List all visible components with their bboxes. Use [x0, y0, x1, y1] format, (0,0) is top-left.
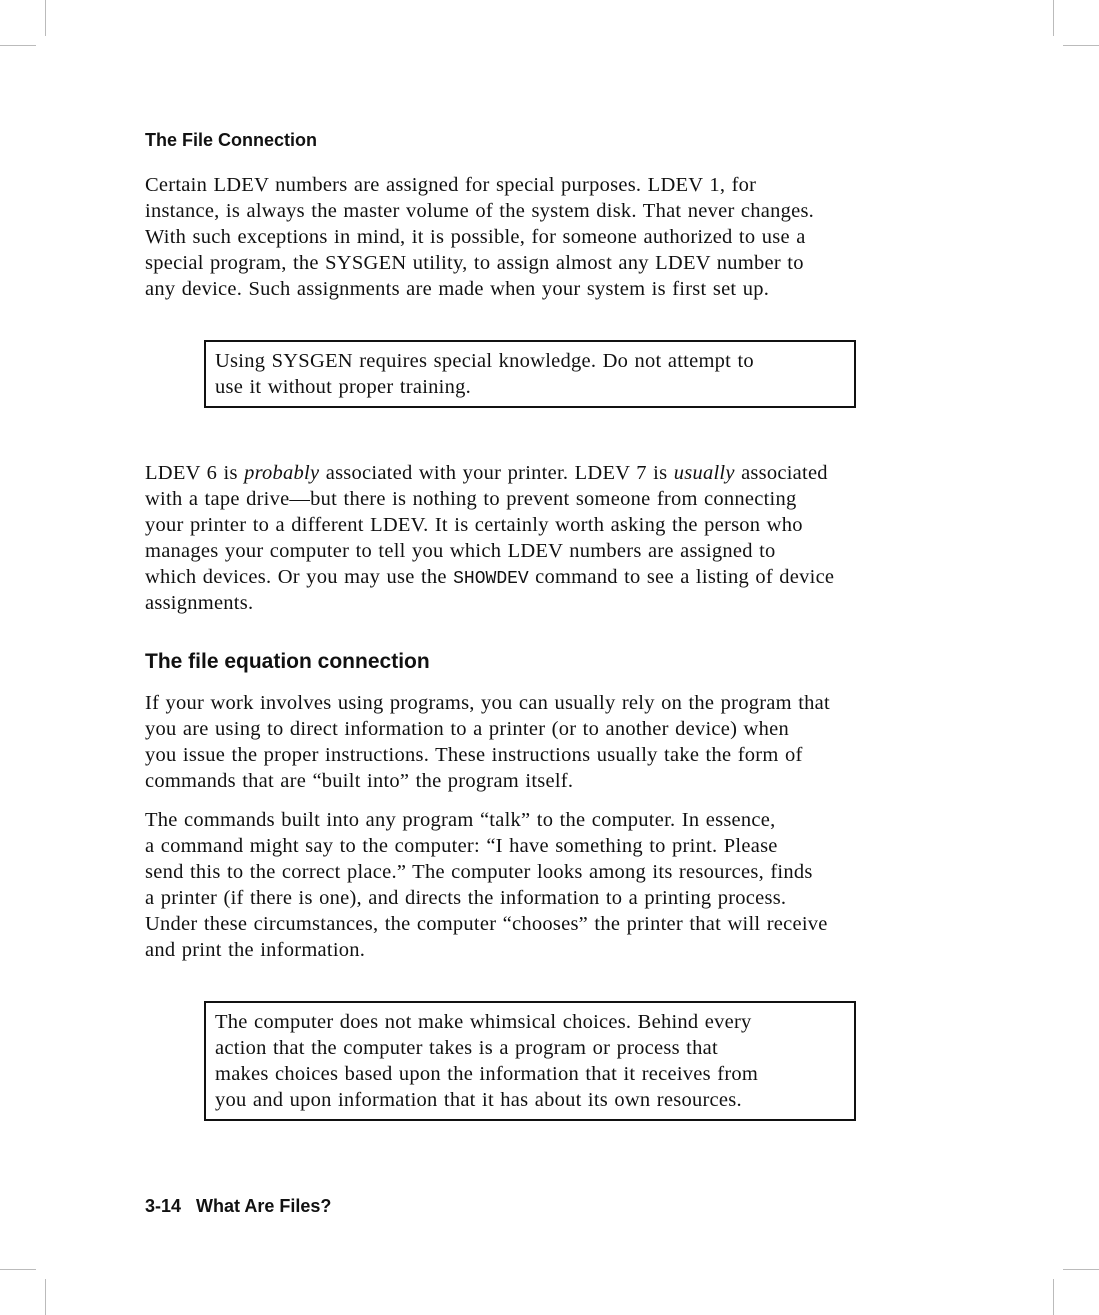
crop-mark: [1053, 1279, 1054, 1315]
text-line: [145, 768, 830, 794]
text-run: use it without proper training.: [215, 376, 471, 398]
text-run: The commands built into any program “talk” to the computer. In essence,: [145, 809, 776, 831]
text-line: [145, 590, 834, 616]
text-run: any device. Such assignments are made when your system is first set up.: [145, 278, 770, 300]
paragraph: [145, 807, 828, 963]
text-line: [145, 512, 834, 538]
text-line: [145, 538, 834, 564]
text-line: [145, 486, 834, 512]
text-line: [145, 807, 828, 833]
crop-mark: [0, 1269, 36, 1270]
text-line: [215, 374, 854, 400]
text-run: Under these circumstances, the computer “chooses” the printer that will receive: [145, 913, 828, 935]
emphasis: usually: [673, 462, 735, 484]
crop-mark: [45, 1279, 46, 1315]
crop-mark: [45, 0, 46, 36]
text-run: and print the information.: [145, 939, 366, 961]
text-run: commands that are “built into” the program itself.: [145, 770, 574, 792]
text-run: you are using to direct information to a printer (or to another device) when: [145, 718, 789, 740]
crop-mark: [1053, 0, 1054, 36]
text-run: associated with your printer. LDEV 7 is: [319, 462, 674, 484]
text-run: action that the computer takes is a program or process that: [215, 1037, 718, 1059]
text-line: [145, 937, 828, 963]
note-box: [204, 1001, 856, 1121]
text-line: [145, 198, 814, 224]
text-line: [145, 460, 834, 486]
crop-mark: [1063, 1269, 1099, 1270]
text-line: [145, 172, 814, 198]
page-number: 3-14: [145, 1196, 182, 1216]
text-run: The computer does not make whimsical choices. Behind every: [215, 1011, 752, 1033]
text-line: [215, 1009, 854, 1035]
page-footer: [145, 1196, 331, 1217]
emphasis: probably: [244, 462, 320, 484]
text-line: [145, 250, 814, 276]
text-line: [145, 859, 828, 885]
text-run: send this to the correct place.” The computer looks among its resources, finds: [145, 861, 813, 883]
text-line: [145, 276, 814, 302]
text-line: [215, 1087, 854, 1113]
text-line: [145, 833, 828, 859]
text-line: [215, 348, 854, 374]
text-run: you issue the proper instructions. These instructions usually take the form of: [145, 744, 803, 766]
text-run: makes choices based upon the information that it receives from: [215, 1063, 759, 1085]
text-run: your printer to a different LDEV. It is certainly worth asking the person who: [145, 514, 803, 536]
paragraph: [145, 690, 830, 794]
text-run: Using SYSGEN requires special knowledge. Do not attempt to: [215, 350, 754, 372]
crop-mark: [1063, 45, 1099, 46]
note-box: [204, 340, 856, 408]
note-text: [206, 1003, 854, 1113]
crop-mark: [0, 45, 36, 46]
subsection-heading: The file equation connection: [145, 650, 430, 673]
command-name: SHOWDEV: [453, 569, 529, 589]
text-line: [145, 690, 830, 716]
text-run: With such exceptions in mind, it is possible, for someone authorized to use a: [145, 226, 806, 248]
text-line: [145, 224, 814, 250]
text-line: [145, 742, 830, 768]
text-run: If your work involves using programs, you can usually rely on the program that: [145, 692, 830, 714]
paragraph: [145, 460, 834, 616]
text-line: [145, 885, 828, 911]
text-run: command to see a listing of device: [528, 566, 835, 588]
text-run: special program, the SYSGEN utility, to assign almost any LDEV number to: [145, 252, 804, 274]
text-run: associated: [734, 462, 828, 484]
text-run: a printer (if there is one), and directs the information to a printing process.: [145, 887, 787, 909]
text-run: manages your computer to tell you which LDEV numbers are assigned to: [145, 540, 776, 562]
text-line: [145, 716, 830, 742]
section-heading: The File Connection: [145, 130, 318, 150]
text-run: LDEV 6 is: [145, 462, 245, 484]
chapter-title: What Are Files?: [196, 1196, 332, 1216]
text-run: assignments.: [145, 592, 254, 614]
text-line: [145, 911, 828, 937]
text-line: [145, 564, 834, 590]
text-run: instance, is always the master volume of the system disk. That never changes.: [145, 200, 815, 222]
text-run: a command might say to the computer: “I have something to print. Please: [145, 835, 778, 857]
text-run: Certain LDEV numbers are assigned for special purposes. LDEV 1, for: [145, 174, 757, 196]
note-text: [206, 342, 854, 400]
text-run: with a tape drive—but there is nothing to prevent someone from connecting: [145, 488, 797, 510]
text-line: [215, 1061, 854, 1087]
paragraph: [145, 172, 814, 302]
text-line: [215, 1035, 854, 1061]
text-run: you and upon information that it has about its own resources.: [215, 1089, 742, 1111]
text-run: which devices. Or you may use the: [145, 566, 454, 588]
